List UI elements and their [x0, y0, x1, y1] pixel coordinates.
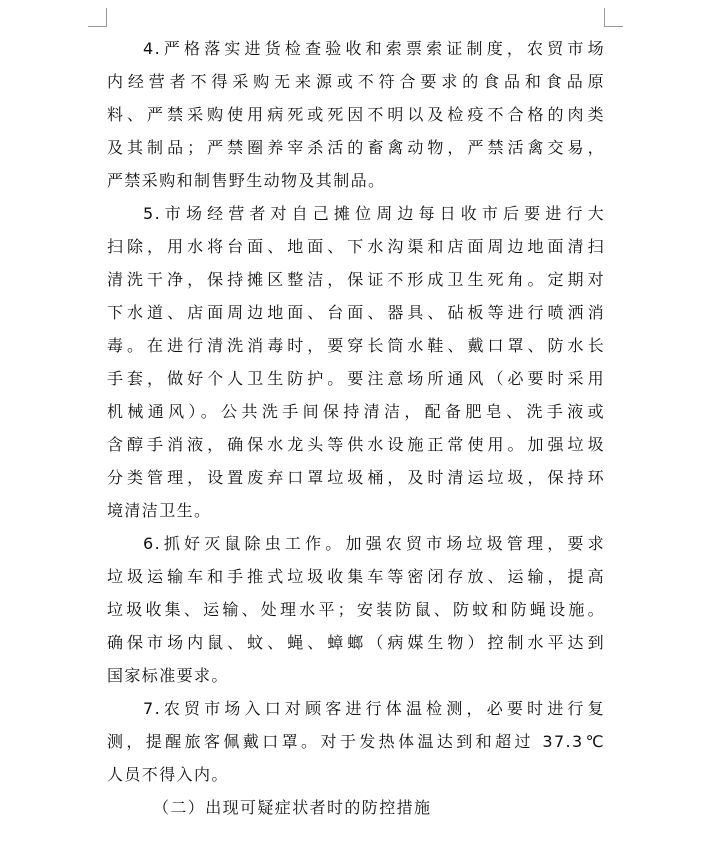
text-line: 毒。在进行清洗消毒时，要穿长筒水鞋、戴口罩、防水长: [107, 336, 605, 355]
text-line: 垃圾运输车和手推式垃圾收集车等密闭存放、运输，提高: [107, 567, 605, 586]
text-line: 4.严格落实进货检查验收和索票索证制度，农贸市场: [143, 39, 605, 58]
text-line: 7.农贸市场入口对顾客进行体温检测，必要时进行复: [143, 699, 605, 718]
text-line: 清洗干净，保持摊区整洁，保证不形成卫生死角。定期对: [107, 270, 605, 289]
text-line: 垃圾收集、运输、处理水平；安装防鼠、防蚊和防蝇设施。: [107, 600, 605, 619]
text-line: 人员不得入内。: [107, 765, 229, 784]
paragraph-item-5: [107, 197, 605, 527]
text-line: 及其制品；严禁圈养宰杀活的畜禽动物，严禁活禽交易，: [107, 138, 605, 157]
text-line: 国家标准要求。: [107, 666, 229, 685]
text-line: 料、严禁采购使用病死或死因不明以及检疫不合格的肉类: [107, 105, 605, 124]
text-line: 确保市场内鼠、蚊、蝇、蟑螂（病媒生物）控制水平达到: [107, 633, 605, 652]
text-line: 机械通风）。公共洗手间保持清洁，配备肥皂、洗手液或: [107, 402, 605, 421]
document-body: [107, 32, 605, 824]
text-line: 分类管理，设置废弃口罩垃圾桶，及时清运垃圾，保持环: [107, 468, 605, 487]
text-line: 扫除，用水将台面、地面、下水沟渠和店面周边地面清扫: [107, 237, 605, 256]
text-line: 测，提醒旅客佩戴口罩。对于发热体温达到和超过 37.3℃: [107, 732, 605, 751]
text-line: 下水道、店面周边地面、台面、器具、砧板等进行喷洒消: [107, 303, 605, 322]
section-heading: （二）出现可疑症状者时的防控措施: [153, 798, 432, 817]
text-line: 手套，做好个人卫生防护。要注意场所通风（必要时采用: [107, 369, 605, 388]
text-line: 5.市场经营者对自己摊位周边每日收市后要进行大: [143, 204, 605, 223]
paragraph-item-4: [107, 32, 605, 197]
paragraph-item-7: [107, 692, 605, 791]
crop-mark-top-left: [88, 8, 107, 27]
text-line: 内经营者不得采购无来源或不符合要求的食品和食品原: [107, 72, 605, 91]
text-line: 6.抓好灭鼠除虫工作。加强农贸市场垃圾管理，要求: [143, 534, 605, 553]
text-line: 境清洁卫生。: [107, 501, 212, 520]
paragraph-item-6: [107, 527, 605, 692]
text-line: 严禁采购和制售野生动物及其制品。: [107, 171, 386, 190]
text-line: 含醇手消液，确保水龙头等供水设施正常使用。加强垃圾: [107, 435, 605, 454]
crop-mark-top-right: [604, 8, 623, 27]
